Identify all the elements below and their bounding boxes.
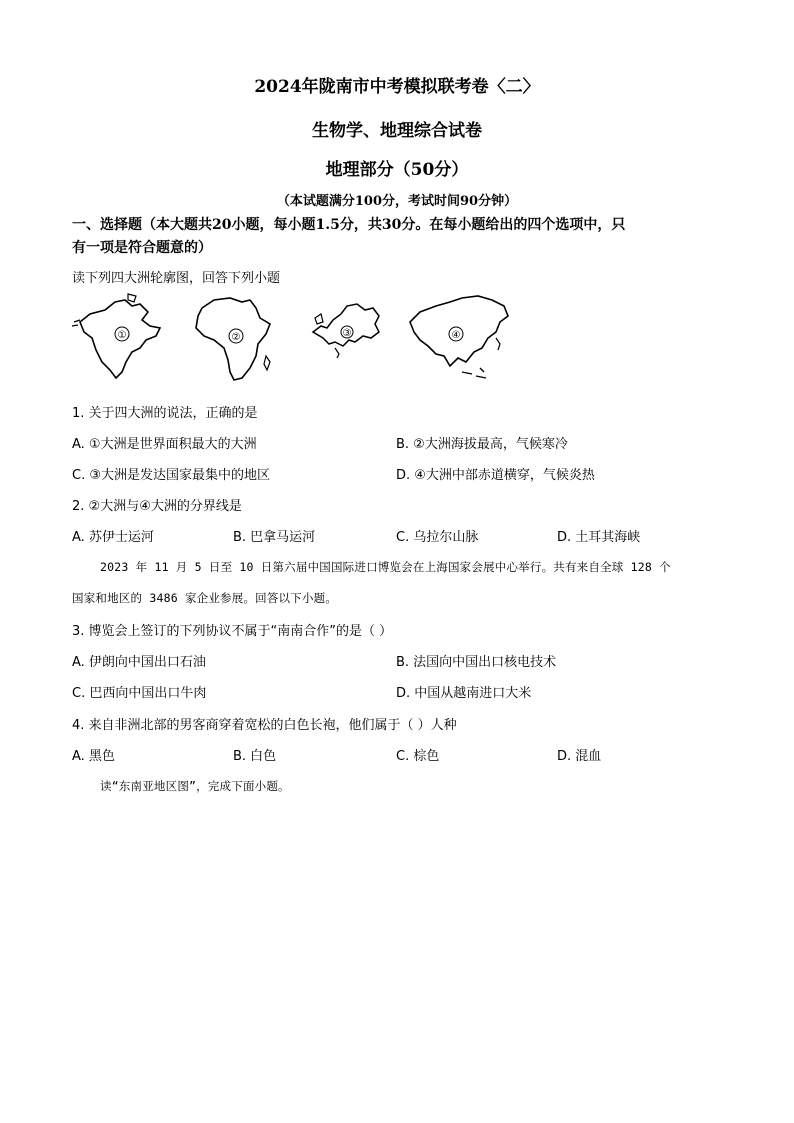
q1-option-d: D. ④大洲中部赤道横穿，气候炎热	[396, 468, 595, 483]
q2-option-c: C. 乌拉尔山脉	[396, 530, 479, 545]
exam-part: 地理部分（50分）	[325, 160, 469, 180]
q2-option-a: A. 苏伊士运河	[72, 530, 154, 545]
q2-option-d: D. 土耳其海峡	[557, 530, 641, 545]
section-heading-line1: 一、选择题（本大题共20小题，每小题1.5分，共30分。在每小题给出的四个选项中，只	[72, 217, 626, 233]
exam-title: 2024年陇南市中考模拟联考卷〈二〉	[254, 77, 540, 97]
section-heading-line2: 有一项是符合题意的）	[72, 240, 212, 256]
expo-paragraph-line2: 国家和地区的 3486 家企业参展。回答以下小题。	[72, 591, 338, 605]
q1-option-a: A. ①大洲是世界面积最大的大洲	[72, 437, 257, 452]
q3-stem: 3. 博览会上签订的下列协议不属于“南南合作”的是（ ）	[72, 624, 393, 639]
q4-option-b: B. 白色	[233, 749, 277, 764]
q1-option-b: B. ②大洲海拔最高，气候寒冷	[396, 437, 568, 452]
map-label-4: ④	[451, 330, 461, 341]
map-label-3: ③	[342, 328, 352, 339]
q2-stem: 2. ②大洲与④大洲的分界线是	[72, 499, 242, 514]
q4-option-d: D. 混血	[557, 749, 602, 764]
continent-outline-maps	[70, 292, 520, 392]
asia-map	[400, 292, 515, 392]
intro-continents: 读下列四大洲轮廓图，回答下列小题	[72, 271, 281, 286]
expo-paragraph-line1: 2023 年 11 月 5 日至 10 日第六届中国国际进口博览会在上海国家会展中心举行。共有来自全球 128 个	[100, 560, 671, 574]
africa-map	[190, 292, 280, 384]
q4-option-c: C. 棕色	[396, 749, 440, 764]
q4-stem: 4. 来自非洲北部的男客商穿着宽松的白色长袍，他们属于（ ）人种	[72, 718, 457, 733]
north-america-map	[70, 292, 170, 382]
q3-option-b: B. 法国向中国出口核电技术	[396, 655, 557, 670]
intro-southeast-asia: 读“东南亚地区图”，完成下面小题。	[100, 779, 290, 793]
q2-option-b: B. 巴拿马运河	[233, 530, 316, 545]
q3-option-a: A. 伊朗向中国出口石油	[72, 655, 206, 670]
europe-map	[305, 292, 385, 362]
map-label-1: ①	[117, 330, 127, 341]
exam-note: （本试题满分100分，考试时间90分钟）	[276, 194, 518, 209]
map-label-2: ②	[231, 332, 241, 343]
q3-option-d: D. 中国从越南进口大米	[396, 686, 532, 701]
q1-option-c: C. ③大洲是发达国家最集中的地区	[72, 468, 270, 483]
q3-option-c: C. 巴西向中国出口牛肉	[72, 686, 207, 701]
q4-option-a: A. 黑色	[72, 749, 115, 764]
exam-subtitle: 生物学、地理综合试卷	[312, 121, 482, 141]
q1-stem: 1. 关于四大洲的说法，正确的是	[72, 406, 258, 421]
